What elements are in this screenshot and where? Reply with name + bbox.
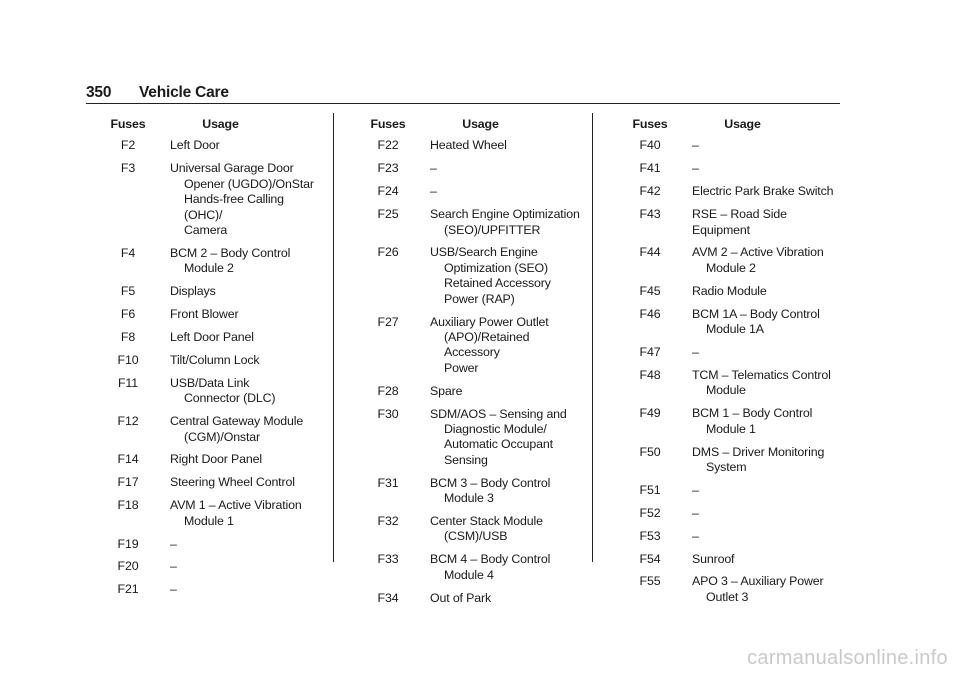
fuse-id: F34 [377, 590, 399, 605]
fuse-usage [416, 384, 585, 399]
fuse-id: F11 [118, 375, 138, 390]
fuse-usage [416, 161, 585, 176]
table-row [622, 483, 847, 498]
column-divider [333, 113, 334, 562]
usage-line: Automatic Occupant [444, 437, 553, 452]
fuse-id: F44 [639, 245, 661, 260]
usage-line: BCM 3 – Body Control [430, 475, 551, 490]
fuse-usage [678, 184, 847, 199]
fuse-id: F50 [639, 444, 661, 459]
fuse-id: F41 [639, 161, 661, 176]
table-row [360, 207, 585, 238]
table-header [360, 117, 585, 132]
fuse-id: F51 [639, 482, 661, 497]
fuse-usage [156, 475, 325, 490]
fuse-id: F14 [117, 452, 139, 467]
fuse-id: F19 [117, 536, 139, 551]
fuse-usage [678, 138, 847, 153]
fuse-id: F2 [120, 138, 136, 153]
table-row [360, 184, 585, 199]
usage-line: Connector (DLC) [184, 391, 276, 406]
fuses-header: Fuses [370, 117, 406, 131]
fuse-usage [416, 207, 585, 238]
fuse-usage [416, 138, 585, 153]
fuse-usage [156, 414, 325, 445]
fuse-id: F46 [639, 306, 661, 321]
fuse-usage [156, 376, 325, 407]
usage-line: – [170, 582, 177, 597]
table-row [622, 345, 847, 360]
page-number: 350 [86, 84, 112, 101]
table-row [622, 245, 847, 276]
fuse-id: F20 [117, 559, 139, 574]
table-row [100, 138, 325, 153]
usage-line: USB/Data Link [170, 375, 250, 390]
fuse-id: F30 [377, 406, 399, 421]
fuse-usage [678, 161, 847, 176]
usage-line: BCM 2 – Body Control [170, 245, 291, 260]
fuse-usage [678, 445, 847, 476]
fuse-id: F4 [120, 245, 136, 260]
table-row [360, 514, 585, 545]
usage-line: Module 2 [184, 261, 234, 276]
usage-line: Module 2 [706, 260, 756, 275]
fuse-id: F3 [120, 161, 136, 176]
usage-line: Hands-free Calling (OHC)/ [184, 192, 284, 222]
usage-line: – [692, 161, 699, 176]
fuse-id: F47 [639, 344, 661, 359]
usage-header: Usage [462, 117, 499, 131]
fuse-id: F42 [639, 184, 661, 199]
usage-line: (APO)/Retained Accessory [444, 329, 530, 360]
usage-line: Right Door Panel [170, 452, 262, 467]
usage-line: Outlet 3 [706, 589, 749, 604]
section-title: Vehicle Care [139, 84, 229, 101]
fuse-id: F21 [117, 582, 139, 597]
usage-line: BCM 1 – Body Control [692, 406, 813, 421]
watermark: carmanualsonline.info [747, 647, 948, 669]
table-row [100, 246, 325, 277]
fuse-usage [416, 407, 585, 469]
table-header [100, 117, 325, 132]
table-row [622, 574, 847, 605]
table-row [622, 552, 847, 567]
usage-line: Spare [430, 383, 463, 398]
table-row [622, 529, 847, 544]
table-row [360, 245, 585, 307]
usage-line: Center Stack Module [430, 514, 543, 529]
fuse-table-column-1 [100, 117, 325, 605]
table-row [100, 559, 325, 574]
fuse-id: F10 [117, 352, 139, 367]
table-row [622, 207, 847, 238]
table-row [100, 307, 325, 322]
header-rule [86, 103, 840, 104]
fuse-id: F53 [639, 528, 661, 543]
usage-line: USB/Search Engine [430, 245, 538, 260]
usage-line: Electric Park Brake Switch [692, 184, 834, 199]
usage-line: Universal Garage Door [170, 161, 294, 176]
fuse-id: F5 [120, 284, 136, 299]
usage-line: Heated Wheel [430, 138, 507, 153]
fuse-id: F43 [639, 207, 661, 222]
table-row [622, 161, 847, 176]
usage-line: AVM 2 – Active Vibration [692, 245, 824, 260]
page-header [86, 84, 840, 104]
fuse-usage [416, 245, 585, 307]
fuse-table-column-2 [360, 117, 585, 614]
usage-line: Module 3 [444, 491, 494, 506]
table-row [622, 284, 847, 299]
fuse-id: F24 [377, 184, 399, 199]
usage-line: Module 4 [444, 567, 494, 582]
usage-line: Module 1A [706, 322, 764, 337]
fuse-id: F12 [117, 414, 139, 429]
usage-line: Out of Park [430, 590, 492, 605]
table-row [622, 368, 847, 399]
table-header [622, 117, 847, 132]
fuse-usage [416, 552, 585, 583]
column-divider [592, 113, 593, 562]
fuse-usage [156, 246, 325, 277]
usage-line: Opener (UGDO)/OnStar [184, 176, 314, 191]
fuse-id: F28 [377, 383, 399, 398]
fuse-id: F45 [639, 283, 661, 298]
fuse-usage [678, 574, 847, 605]
usage-line: Power (RAP) [444, 291, 515, 306]
fuse-id: F49 [639, 406, 661, 421]
usage-line: Search Engine Optimization [430, 207, 580, 222]
fuse-usage [678, 406, 847, 437]
fuse-usage [678, 529, 847, 544]
usage-line: Diagnostic Module/ [444, 422, 547, 436]
usage-line: System [706, 459, 747, 474]
usage-line: Sunroof [692, 551, 735, 566]
fuse-usage [156, 498, 325, 529]
table-row [622, 445, 847, 476]
fuse-usage [678, 552, 847, 567]
table-row [622, 506, 847, 521]
usage-header: Usage [202, 117, 239, 131]
usage-line: Sensing [444, 452, 488, 467]
table-row [100, 284, 325, 299]
table-row [360, 138, 585, 153]
fuse-id: F26 [377, 245, 399, 260]
fuse-usage [156, 307, 325, 322]
table-row [100, 330, 325, 345]
usage-line: – [692, 344, 699, 359]
fuses-header: Fuses [632, 117, 668, 131]
usage-line: – [430, 161, 437, 176]
usage-line: Steering Wheel Control [170, 475, 295, 490]
table-row [622, 138, 847, 153]
fuse-id: F27 [377, 314, 399, 329]
table-row [622, 184, 847, 199]
fuse-usage [156, 284, 325, 299]
usage-line: Left Door Panel [170, 329, 254, 344]
fuse-usage [156, 353, 325, 368]
fuse-usage [156, 330, 325, 345]
usage-header: Usage [724, 117, 761, 131]
fuse-usage [156, 138, 325, 153]
table-row [100, 498, 325, 529]
usage-line: – [692, 505, 699, 520]
usage-line: – [170, 536, 177, 551]
table-row [360, 161, 585, 176]
fuse-table-column-3 [622, 117, 847, 613]
fuse-usage [678, 245, 847, 276]
fuse-id: F6 [120, 307, 136, 322]
usage-line: Radio Module [692, 283, 767, 298]
fuses-header: Fuses [110, 117, 146, 131]
usage-line: Power [444, 360, 479, 375]
usage-line: – [692, 138, 699, 153]
fuse-usage [156, 582, 325, 597]
fuse-id: F40 [639, 138, 661, 153]
usage-line: Optimization (SEO) [444, 260, 549, 275]
usage-line: APO 3 – Auxiliary Power [692, 574, 824, 589]
fuse-usage [156, 452, 325, 467]
fuse-usage [416, 476, 585, 507]
usage-line: Camera [184, 222, 228, 237]
fuse-usage [416, 315, 585, 377]
fuse-usage [416, 591, 585, 606]
usage-line: Retained Accessory [444, 276, 551, 291]
fuse-id: F17 [117, 475, 139, 490]
fuse-usage [156, 559, 325, 574]
usage-line: SDM/AOS – Sensing and [430, 406, 567, 421]
usage-line: BCM 1A – Body Control [692, 306, 820, 321]
fuse-usage [678, 345, 847, 360]
fuse-id: F22 [377, 138, 399, 153]
table-row [360, 552, 585, 583]
table-row [100, 376, 325, 407]
usage-line: DMS – Driver Monitoring [692, 444, 825, 459]
usage-line: (CSM)/USB [444, 529, 508, 544]
usage-line: TCM – Telematics Control [692, 367, 831, 382]
table-row [360, 384, 585, 399]
usage-line: – [170, 559, 177, 574]
usage-line: Auxiliary Power Outlet [430, 314, 549, 329]
fuse-id: F54 [639, 551, 661, 566]
table-row [360, 407, 585, 469]
fuse-id: F18 [117, 498, 139, 513]
usage-line: Central Gateway Module [170, 414, 304, 429]
table-row [100, 414, 325, 445]
usage-line: Tilt/Column Lock [170, 352, 260, 367]
table-row [100, 353, 325, 368]
table-row [360, 591, 585, 606]
fuse-usage [678, 307, 847, 338]
table-row [360, 476, 585, 507]
fuse-id: F8 [120, 329, 136, 344]
fuse-usage [678, 207, 847, 238]
usage-line: (SEO)/UPFITTER [444, 222, 541, 237]
table-row [360, 315, 585, 377]
fuse-id: F25 [377, 207, 399, 222]
fuse-usage [156, 537, 325, 552]
usage-line: Front Blower [170, 307, 239, 322]
usage-line: – [430, 184, 437, 199]
usage-line: Module 1 [184, 513, 234, 528]
fuse-id: F52 [639, 505, 661, 520]
usage-line: – [692, 482, 699, 497]
fuse-id: F33 [377, 552, 399, 567]
table-row [100, 582, 325, 597]
table-row [100, 475, 325, 490]
usage-line: AVM 1 – Active Vibration [170, 498, 302, 513]
usage-line: Displays [170, 284, 216, 299]
table-row [622, 307, 847, 338]
table-row [622, 406, 847, 437]
table-row [100, 161, 325, 238]
fuse-usage [678, 284, 847, 299]
usage-line: Module 1 [706, 421, 756, 436]
fuse-usage [678, 368, 847, 399]
fuse-id: F23 [377, 161, 399, 176]
usage-line: BCM 4 – Body Control [430, 552, 551, 567]
fuse-usage [678, 506, 847, 521]
fuse-usage [416, 184, 585, 199]
fuse-usage [416, 514, 585, 545]
usage-line: (CGM)/Onstar [184, 429, 260, 444]
fuse-id: F31 [377, 475, 399, 490]
fuse-usage [156, 161, 325, 238]
usage-line: – [692, 528, 699, 543]
fuse-id: F55 [639, 574, 661, 589]
fuse-usage [678, 483, 847, 498]
fuse-id: F48 [639, 367, 661, 382]
usage-line: Module [706, 383, 746, 398]
table-row [100, 537, 325, 552]
usage-line: Left Door [170, 138, 220, 153]
table-row [100, 452, 325, 467]
fuse-id: F32 [377, 514, 399, 529]
usage-line: RSE – Road Side Equipment [692, 207, 787, 237]
